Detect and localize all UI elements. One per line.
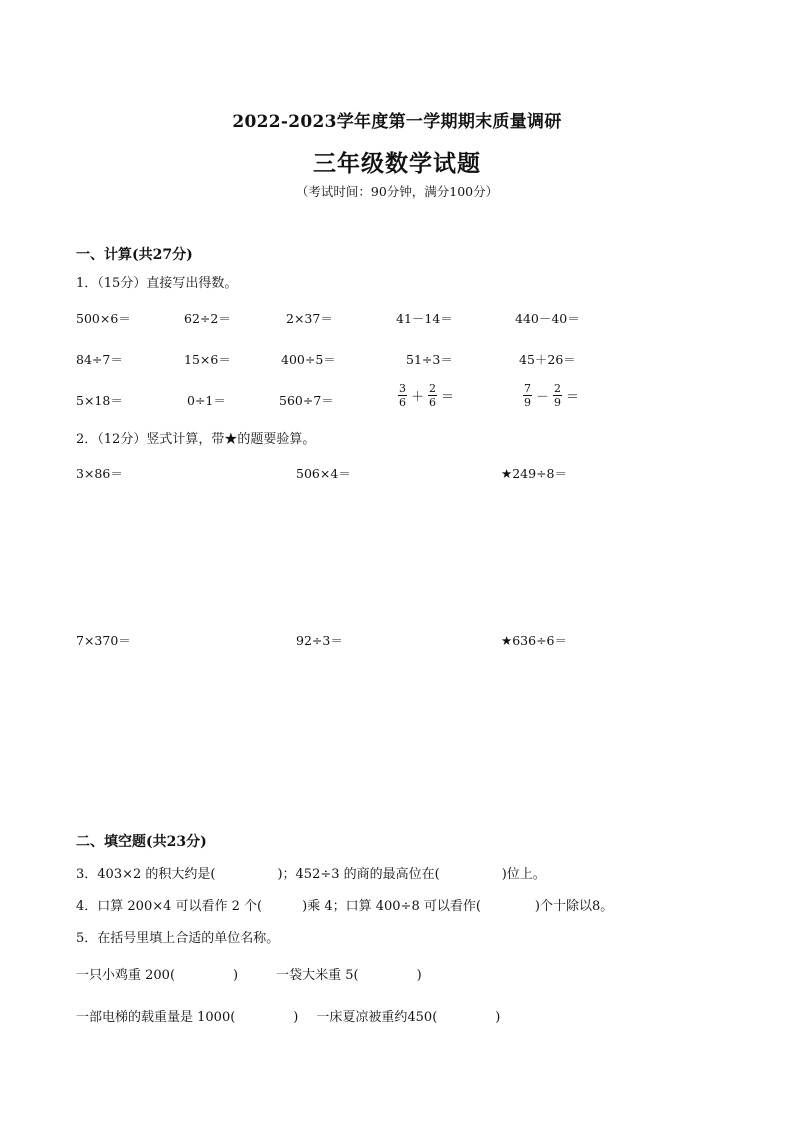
vertical-calc-item: 3×86＝ bbox=[76, 466, 123, 481]
calc-item: 500×6＝ bbox=[76, 311, 131, 326]
vertical-calc-item: 92÷3＝ bbox=[296, 633, 343, 648]
fraction: $\frac{7}{9}$ bbox=[524, 382, 531, 409]
section-2-heading: 二、填空题(共23分) bbox=[76, 834, 207, 850]
question-3: 3．403×2 的积大约是( )；452÷3 的商的最高位在( )位上。 bbox=[76, 867, 546, 882]
question-2-text: 2．（12分）竖式计算，带★的题要验算。 bbox=[76, 432, 316, 447]
exam-info: （考试时间：90分钟，满分100分） bbox=[295, 184, 499, 199]
calc-item: 400÷5＝ bbox=[281, 352, 336, 367]
calc-item: 440－40＝ bbox=[515, 311, 580, 326]
vertical-calc-item: 7×370＝ bbox=[76, 633, 131, 648]
fraction-expression-1: $\frac{3}{6}$ ＋ $\frac{2}{6}$ ＝ bbox=[399, 382, 455, 409]
calc-item: 41－14＝ bbox=[396, 311, 453, 326]
vertical-calc-item: ★636÷6＝ bbox=[501, 633, 567, 648]
section-1-heading: 一、计算(共27分) bbox=[76, 247, 193, 263]
calc-item: 62÷2＝ bbox=[184, 311, 231, 326]
calc-item: 51÷3＝ bbox=[406, 352, 453, 367]
calc-item: 2×37＝ bbox=[286, 311, 333, 326]
question-1-text: 1．（15分）直接写出得数。 bbox=[76, 276, 238, 291]
fraction: $\frac{3}{6}$ bbox=[399, 382, 406, 409]
vertical-calc-item: 506×4＝ bbox=[296, 466, 351, 481]
unit-fill-line-1: 一只小鸡重 200( ) 一袋大米重 5( ) bbox=[76, 968, 422, 983]
fraction-expression-2: $\frac{7}{9}$ － $\frac{2}{9}$ ＝ bbox=[524, 382, 580, 409]
vertical-calc-item: ★249÷8＝ bbox=[501, 466, 567, 481]
question-4: 4．口算 200×4 可以看作 2 个( )乘 4；口算 400÷8 可以看作( )个十除以8。 bbox=[76, 899, 614, 914]
unit-fill-line-2: 一部电梯的载重量是 1000( ) 一床夏凉被重约450( ) bbox=[76, 1010, 501, 1025]
calc-item: 15×6＝ bbox=[184, 352, 231, 367]
calc-item: 84÷7＝ bbox=[76, 352, 123, 367]
calc-item: 45＋26＝ bbox=[519, 352, 576, 367]
fraction: $\frac{2}{6}$ bbox=[429, 382, 437, 409]
calc-item: 560÷7＝ bbox=[279, 393, 334, 408]
question-5-text: 5．在括号里填上合适的单位名称。 bbox=[76, 931, 280, 946]
calc-item: 5×18＝ bbox=[76, 393, 123, 408]
subject-title: 三年级数学试题 bbox=[313, 150, 481, 177]
exam-title: 2022-2023学年度第一学期期末质量调研 bbox=[232, 112, 562, 132]
calc-item: 0÷1＝ bbox=[187, 393, 226, 408]
fraction: $\frac{2}{9}$ bbox=[554, 382, 562, 409]
